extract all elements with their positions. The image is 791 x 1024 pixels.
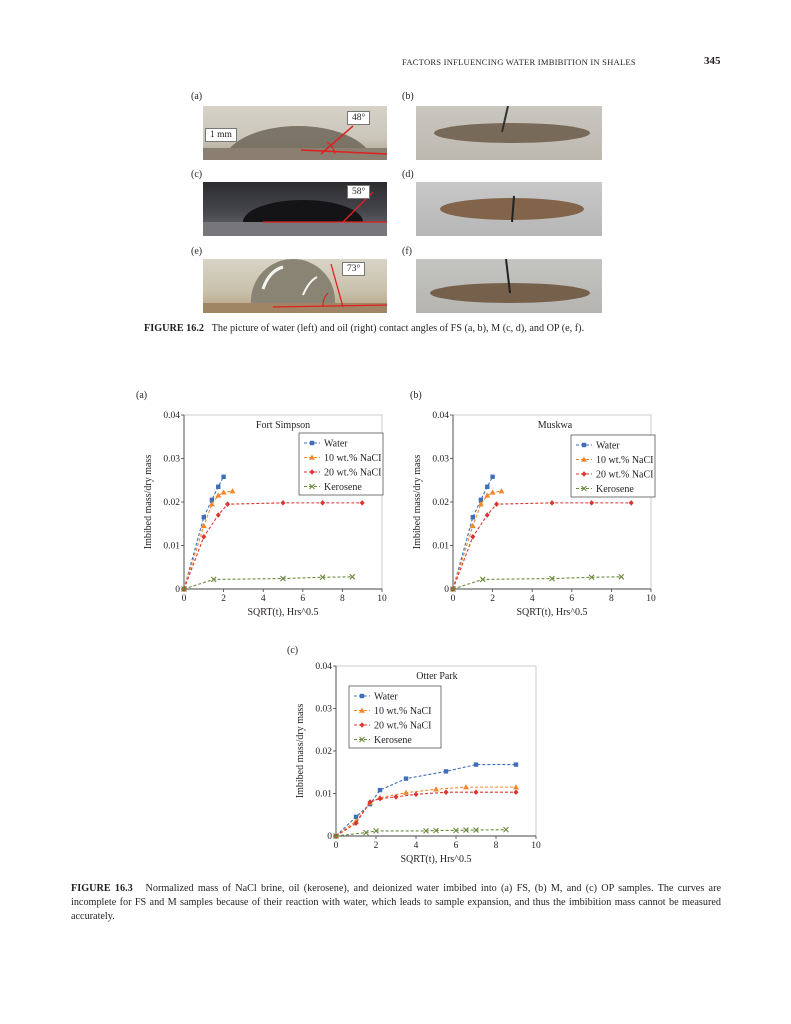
chart-1-series-2-point xyxy=(470,534,475,540)
chart-1-y-tick-label: 0.04 xyxy=(432,411,449,421)
chart-1-legend-label: Kerosene xyxy=(596,484,634,495)
chart-0-series-1-point xyxy=(221,489,227,494)
chart-2-y-tick-label: 0.02 xyxy=(315,747,332,757)
chart-2-x-tick-label: 0 xyxy=(333,841,339,851)
chart-fort-simpson xyxy=(136,404,396,624)
chart-0-legend-label: Water xyxy=(324,438,348,450)
chart-0-legend-label: 20 wt.% NaCI xyxy=(324,467,382,479)
figure-16-3-caption-label: FIGURE 16.3 xyxy=(71,883,133,894)
chart-0-x-tick-label: 6 xyxy=(300,594,306,604)
chart-2-legend-label: Kerosene xyxy=(374,735,412,746)
oil-drop-drawing-f xyxy=(416,259,602,313)
angle-label-e: 73° xyxy=(342,262,365,276)
photo-oil-contact-angle-fs xyxy=(416,106,602,160)
chart-0-series-1-point xyxy=(230,488,236,493)
chart-2-series-1-point xyxy=(463,784,469,789)
chart-1-y-axis-label: Imbibed mass/dry mass xyxy=(412,454,423,550)
chart-1-series-2-point xyxy=(629,500,634,506)
chart-2-series-0-point xyxy=(444,769,448,773)
chart-0-x-tick-label: 8 xyxy=(340,594,345,604)
chart-muskwa xyxy=(405,404,665,624)
running-head: FACTORS INFLUENCING WATER IMBIBITION IN SHALES xyxy=(402,57,636,67)
chart-0-title: Fort Simpson xyxy=(255,420,311,431)
chart-0-y-axis-label: Imbibed mass/dry mass xyxy=(143,454,154,550)
figure-16-3-caption-text: Normalized mass of NaCl brine, oil (kerosene), and deionized water imbibed into (a) FS, (b) M, and (c) OP samples. The curves are incomplete for FS and M samples because of their reaction with water, which leads to sample expansion, and thus the imbibition mass cannot be measured accurately. xyxy=(71,883,721,922)
chart-1-legend-label: 10 wt.% NaCI xyxy=(596,455,654,466)
chart-2-series-2-point xyxy=(378,796,383,802)
photo-oil-contact-angle-op xyxy=(416,259,602,313)
chart-2-legend-label: 20 wt.% NaCI xyxy=(374,720,432,732)
chart-2-y-tick-label: 0.04 xyxy=(315,662,332,672)
chart-2-series-line-0 xyxy=(336,765,516,836)
figure-16-3-caption xyxy=(71,882,721,924)
chart-panel-label-a: (a) xyxy=(136,390,148,401)
photo-panel-label-a: (a) xyxy=(191,91,203,102)
chart-2-series-0-point xyxy=(404,776,408,780)
chart-1-x-axis-label: SQRT(t), Hrs^0.5 xyxy=(516,607,588,618)
chart-2-series-3-point xyxy=(504,827,509,832)
chart-1-series-0-point xyxy=(490,475,494,479)
chart-2-series-2-point xyxy=(444,789,449,795)
photo-panel-label-b: (b) xyxy=(402,91,414,102)
chart-panel-label-c: (c) xyxy=(287,645,299,656)
chart-1-legend-label: Water xyxy=(596,440,620,452)
chart-2-x-tick-label: 4 xyxy=(413,841,419,851)
chart-0-legend-label: 10 wt.% NaCI xyxy=(324,453,382,464)
chart-1-y-tick-label: 0 xyxy=(444,585,449,595)
angle-label-a: 48° xyxy=(347,111,370,125)
chart-2-series-0-point xyxy=(474,762,478,766)
chart-2-y-tick-label: 0 xyxy=(327,832,332,842)
chart-2-legend-swatch-marker xyxy=(360,694,364,698)
chart-0-series-0-point xyxy=(216,485,220,489)
chart-2-series-line-2 xyxy=(336,792,516,836)
chart-2-y-tick-label: 0.03 xyxy=(315,704,332,715)
chart-1-series-3-point xyxy=(619,574,624,579)
chart-0-series-2-point xyxy=(281,500,286,506)
chart-1-x-tick-label: 8 xyxy=(609,594,614,604)
chart-1-series-line-1 xyxy=(453,491,502,589)
chart-1-series-0-point xyxy=(471,515,475,519)
chart-0-series-line-1 xyxy=(184,491,233,589)
chart-2-y-axis-label: Imbibed mass/dry mass xyxy=(295,703,306,799)
chart-0-x-tick-label: 0 xyxy=(181,594,187,604)
photo-panel-label-f: (f) xyxy=(402,246,412,257)
scale-bar-label: 1 mm xyxy=(205,128,237,142)
chart-2-x-tick-label: 2 xyxy=(373,841,379,851)
chart-2-series-2-point xyxy=(414,792,419,798)
chart-1-y-tick-label: 0.02 xyxy=(432,498,449,508)
chart-0-y-tick-label: 0.04 xyxy=(163,411,180,421)
chart-2-series-2-point xyxy=(514,789,519,795)
chart-0-series-0-point xyxy=(221,475,225,479)
chart-0-y-tick-label: 0.02 xyxy=(163,498,180,508)
chart-otter-park xyxy=(287,656,547,872)
chart-0-x-tick-label: 4 xyxy=(260,594,266,604)
chart-2-series-1-point xyxy=(513,784,519,789)
chart-1-x-tick-label: 2 xyxy=(490,594,495,604)
chart-0-y-tick-label: 0.03 xyxy=(163,454,180,465)
chart-2-series-0-point xyxy=(514,762,518,766)
figure-16-2-caption xyxy=(144,322,664,336)
figure-16-2-caption-label: FIGURE 16.2 xyxy=(144,323,204,334)
photo-panel-label-c: (c) xyxy=(191,169,203,180)
oil-drop-drawing-b xyxy=(416,106,602,160)
chart-1-y-tick-label: 0.03 xyxy=(432,454,449,465)
chart-1-series-line-3 xyxy=(453,577,621,589)
chart-1-series-2-point xyxy=(550,500,555,506)
chart-0-series-line-3 xyxy=(184,577,352,589)
chart-1-legend-swatch-marker xyxy=(582,443,586,447)
angle-label-c: 58° xyxy=(347,185,370,199)
chart-1-series-1-point xyxy=(484,492,490,497)
chart-2-series-2-point xyxy=(474,789,479,795)
photo-panel-label-d: (d) xyxy=(402,169,414,180)
chart-1-x-tick-label: 10 xyxy=(646,594,656,604)
chart-0-series-2-point xyxy=(216,512,221,518)
chart-0-x-tick-label: 2 xyxy=(221,594,226,604)
chart-2-x-tick-label: 10 xyxy=(531,841,541,851)
chart-0-legend-swatch-marker xyxy=(310,441,314,445)
chart-0-series-2-point xyxy=(360,500,365,506)
chart-0-series-2-point xyxy=(201,534,206,540)
chart-0-series-2-point xyxy=(225,501,230,507)
chart-0-series-2-point xyxy=(320,500,325,506)
chart-1-legend-label: 20 wt.% NaCI xyxy=(596,469,654,481)
oil-drop-drawing-d xyxy=(416,182,602,236)
chart-0-y-tick-label: 0 xyxy=(175,585,180,595)
chart-0-series-1-point xyxy=(215,492,221,497)
chart-1-x-tick-label: 4 xyxy=(529,594,535,604)
chart-2-x-tick-label: 8 xyxy=(493,841,499,851)
chart-panel-label-b: (b) xyxy=(410,390,422,401)
figure-16-2-caption-text: The picture of water (left) and oil (right) contact angles of FS (a, b), M (c, d), and OP (e, f). xyxy=(211,323,585,334)
chart-0-x-tick-label: 10 xyxy=(377,594,387,604)
chart-1-series-2-point xyxy=(485,512,490,518)
chart-1-x-tick-label: 0 xyxy=(450,594,456,604)
chart-0-series-line-2 xyxy=(184,503,362,589)
chart-1-title: Muskwa xyxy=(537,420,573,431)
chart-2-series-line-1 xyxy=(336,787,516,836)
chart-2-legend-label: Water xyxy=(374,691,398,703)
page-number: 345 xyxy=(704,55,721,67)
chart-0-legend-label: Kerosene xyxy=(324,482,362,493)
chart-1-series-0-point xyxy=(485,485,489,489)
photo-panel-label-e: (e) xyxy=(191,246,203,257)
chart-2-title: Otter Park xyxy=(416,671,458,682)
chart-2-y-tick-label: 0.01 xyxy=(315,789,332,800)
chart-0-series-0-point xyxy=(202,515,206,519)
chart-2-x-axis-label: SQRT(t), Hrs^0.5 xyxy=(400,854,472,865)
chart-0-x-axis-label: SQRT(t), Hrs^0.5 xyxy=(247,607,319,618)
chart-0-series-3-point xyxy=(350,574,355,579)
photo-oil-contact-angle-m xyxy=(416,182,602,236)
chart-2-legend-label: 10 wt.% NaCI xyxy=(374,706,432,717)
chart-2-x-tick-label: 6 xyxy=(453,841,459,851)
chart-1-series-line-2 xyxy=(453,503,631,589)
chart-1-series-2-point xyxy=(589,500,594,506)
chart-1-x-tick-label: 6 xyxy=(569,594,575,604)
chart-1-series-1-point xyxy=(499,488,505,493)
chart-1-series-1-point xyxy=(490,489,496,494)
chart-2-series-2-point xyxy=(394,794,399,800)
chart-0-y-tick-label: 0.01 xyxy=(163,541,180,552)
chart-2-series-line-3 xyxy=(336,830,506,836)
chart-1-y-tick-label: 0.01 xyxy=(432,541,449,552)
chart-2-series-0-point xyxy=(378,788,382,792)
chart-1-series-2-point xyxy=(494,501,499,507)
